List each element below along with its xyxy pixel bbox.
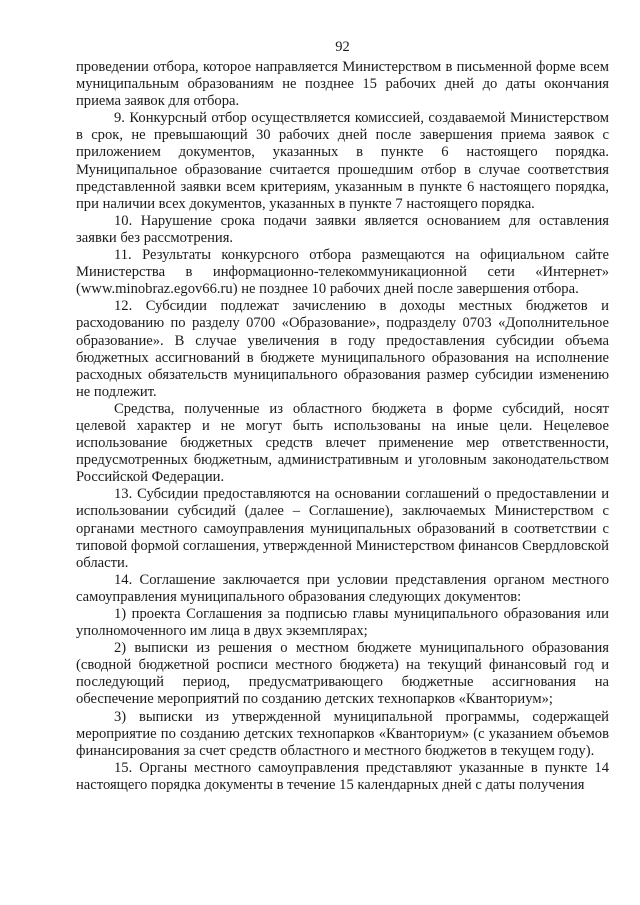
paragraph-item-14: 14. Соглашение заключается при условии представления органом местного самоуправления муниципального образования следующих документов: bbox=[76, 571, 609, 605]
list-item-2: 2) выписки из решения о местном бюджете муниципального образования (сводной бюджетной росписи местного бюджета) на текущий финансовый год и последующий период, предусматривающего бюджетные ассигнования на обеспечение мероприятий по созданию детских технопарков «Кванториум»; bbox=[76, 640, 609, 708]
paragraph-item-9: 9. Конкурсный отбор осуществляется комиссией, создаваемой Министерством в срок, не превышающий 30 рабочих дней после завершения приема заявок с приложением документов, указанных в пункте 6 настоящего порядка. Муниципальное образование считается прошедшим отбор в случае соответствия представленной заявки всем критериям, указанным в пункте 6 настоящего порядка, при наличии всех документов, указанных в пункте 7 настоящего порядка. bbox=[76, 110, 609, 212]
list-item-1: 1) проекта Соглашения за подписью главы муниципального образования или уполномоченного им лица в двух экземплярах; bbox=[76, 606, 609, 640]
paragraph-item-15: 15. Органы местного самоуправления представляют указанные в пункте 14 настоящего порядка документы в течение 15 календарных дней с даты получения bbox=[76, 759, 609, 793]
paragraph-item-10: 10. Нарушение срока подачи заявки является основанием для оставления заявки без рассмотрения. bbox=[76, 212, 609, 246]
list-item-3: 3) выписки из утвержденной муниципальной программы, содержащей мероприятие по созданию детских технопарков «Кванториум» (с указанием объемов финансирования за счет средств областного и местного бюджетов в текущем году). bbox=[76, 708, 609, 759]
page-number: 92 bbox=[335, 39, 350, 55]
paragraph-continuation: проведении отбора, которое направляется Министерством в письменной форме всем муниципальным образованиям не позднее 15 рабочих дней до даты окончания приема заявок для отбора. bbox=[76, 59, 609, 110]
document-page bbox=[76, 38, 609, 794]
paragraph-item-12: 12. Субсидии подлежат зачислению в доходы местных бюджетов и расходованию по разделу 0700 «Образование», подразделу 0703 «Дополнительное образование». В случае увеличения в году предоставления субсидии объема бюджетных ассигнований в бюджете муниципального образования на исполнение расходных обязательств муниципального образования размер субсидии изменению не подлежит. bbox=[76, 298, 609, 400]
paragraph-funds: Средства, полученные из областного бюджета в форме субсидий, носят целевой характер и не могут быть использованы на иные цели. Нецелевое использование бюджетных средств влечет применение мер ответственности, предусмотренных бюджетным, административным и уголовным законодательством Российской Федерации. bbox=[76, 400, 609, 486]
paragraph-item-13: 13. Субсидии предоставляются на основании соглашений о предоставлении и использовании субсидий (далее – Соглашение), заключаемых Министерством с органами местного самоуправления муниципальных образований в соответствии с типовой формой соглашения, утвержденной Министерством финансов Свердловской области. bbox=[76, 486, 609, 571]
paragraph-item-11: 11. Результаты конкурсного отбора размещаются на официальном сайте Министерства в информационно-телекоммуникационной сети «Интернет» (www.minobraz.egov66.ru) не позднее 10 рабочих дней после завершения отбора. bbox=[76, 247, 609, 298]
